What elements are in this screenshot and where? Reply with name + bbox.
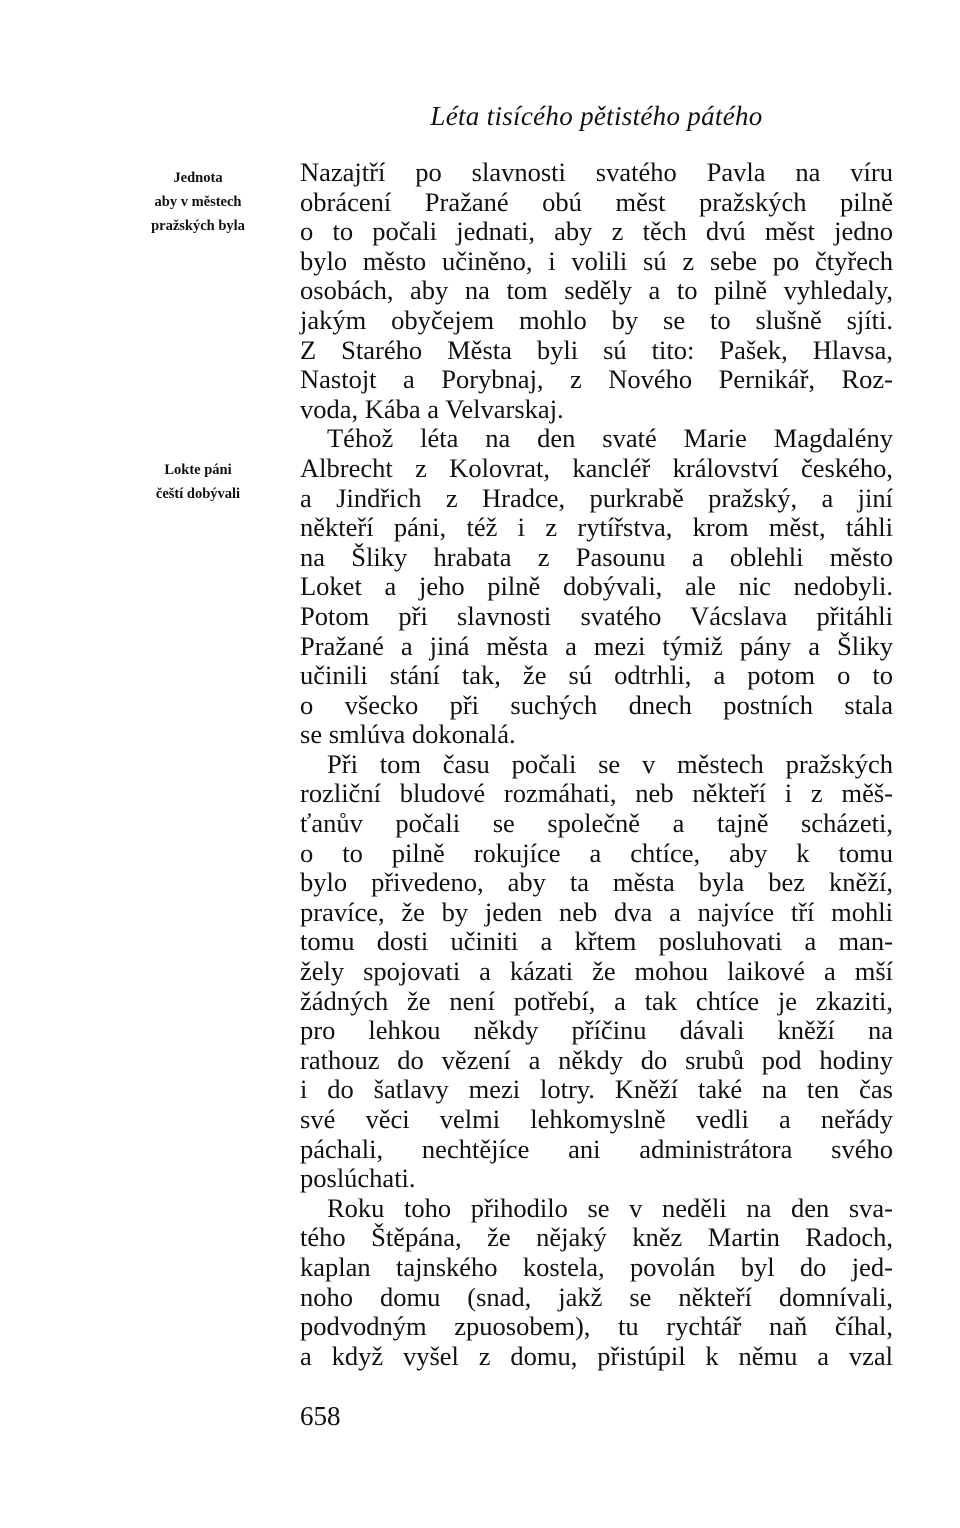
text-line: Pražané a jiná města a mezi týmiž pány a Šliky [300,630,893,661]
text-line: o to pilně rokujíce a chtíce, aby k tomu [300,837,893,868]
text-line: Roku toho přihodilo se v neděli na den sva- [327,1192,893,1223]
text-line: noho domu (snad, jakž se někteří domnívali, [300,1281,893,1312]
text-line: ťanův počali se společně a tajně scházeti, [300,808,893,839]
text-line: o všecko při suchých dnech postních stala [300,689,893,720]
margin-note-unity-of-towns [130,166,266,238]
text-line: poslúchati. [300,1163,416,1194]
text-line: páchali, nechtějíce ani administrátora svého [300,1133,893,1164]
margin-note-line: aby v městech [154,194,242,210]
text-line: žely spojovati a kázati že mohou laikové a mší [300,956,893,987]
text-line: pro lehkou někdy příčinu dávali kněží na [300,1015,893,1046]
text-line: kaplan tajnského kostela, povolán byl do jed- [300,1251,893,1282]
text-line: jakým obyčejem mohlo by se to slušně sjíti. [300,304,893,335]
text-line: bylo město učiněno, i volili sú z sebe po čtyřech [300,245,893,276]
running-head: Léta tisícého pětistého pátého [430,101,763,131]
body-text [300,158,893,1371]
text-line: Albrecht z Kolovrat, kancléř království českého, [300,452,893,483]
text-line: někteří páni, též i z rytířstva, krom měst, táhli [300,512,893,543]
text-line: své věci velmi lehkomyslně vedli a neřády [300,1104,893,1134]
text-line: a když vyšel z domu, přistúpil k němu a vzal [300,1340,893,1371]
margin-note-line: Lokte páni [164,462,232,478]
text-line: tomu dosti učiniti a křtem posluhovati a man- [300,926,893,957]
text-line: Z Starého Města byli sú tito: Pašek, Hlavsa, [300,334,893,365]
text-line: bylo přivedeno, aby ta města byla bez kněží, [300,867,893,898]
margin-note-line: Jednota [173,170,223,186]
text-line: rathouz do vězení a někdy do srubů pod hodiny [300,1044,893,1075]
text-line: se smlúva dokonalá. [300,719,516,750]
text-line: osobách, aby na tom seděly a to pilně vyhledaly, [300,275,893,306]
text-line: Nastojt a Porybnaj, z Nového Pernikář, Roz- [300,364,893,395]
text-line: i do šatlavy mezi lotry. Kněží také na ten čas [300,1074,893,1105]
margin-note-line: pražských byla [151,218,245,234]
text-line: Téhož léta na den svaté Marie Magdalény [327,423,893,454]
text-line: na Šliky hrabata z Pasounu a oblehli město [300,541,893,572]
text-line: obrácení Pražané obú měst pražských pilně [300,186,893,217]
text-line: žádných že není potřebí, a tak chtíce je zkaziti, [300,985,893,1016]
text-line: pravíce, že by jeden neb dva a najvíce tří mohli [300,896,893,927]
text-line: a Jindřich z Hradce, purkrabě pražský, a jiní [300,482,893,513]
text-line: učinili stání tak, že sú odtrhli, a potom o to [300,660,893,691]
text-line: tého Štěpána, že nějaký kněz Martin Radoch, [300,1222,893,1253]
text-line: podvodným zpuosobem), tu rychtář naň číhal, [300,1311,893,1342]
page-number: 658 [300,1401,341,1431]
text-line: Při tom času počali se v městech pražských [327,748,893,779]
text-line: voda, Kába a Velvarskaj. [300,393,564,424]
text-line: Loket a jeho pilně dobývali, ale nic nedobyli. [300,571,893,602]
margin-note-siege-of-loket [130,458,266,506]
margin-note-line: čeští dobývali [155,486,241,502]
text-line: o to počali jednati, aby z těch dvú měst jedno [300,216,893,247]
text-line: Nazajtří po slavnosti svatého Pavla na víru [300,157,893,187]
text-line: rozliční bludové rozmáhati, neb někteří i z měš- [300,778,893,809]
text-line: Potom při slavnosti svatého Vácslava přitáhli [300,600,893,631]
